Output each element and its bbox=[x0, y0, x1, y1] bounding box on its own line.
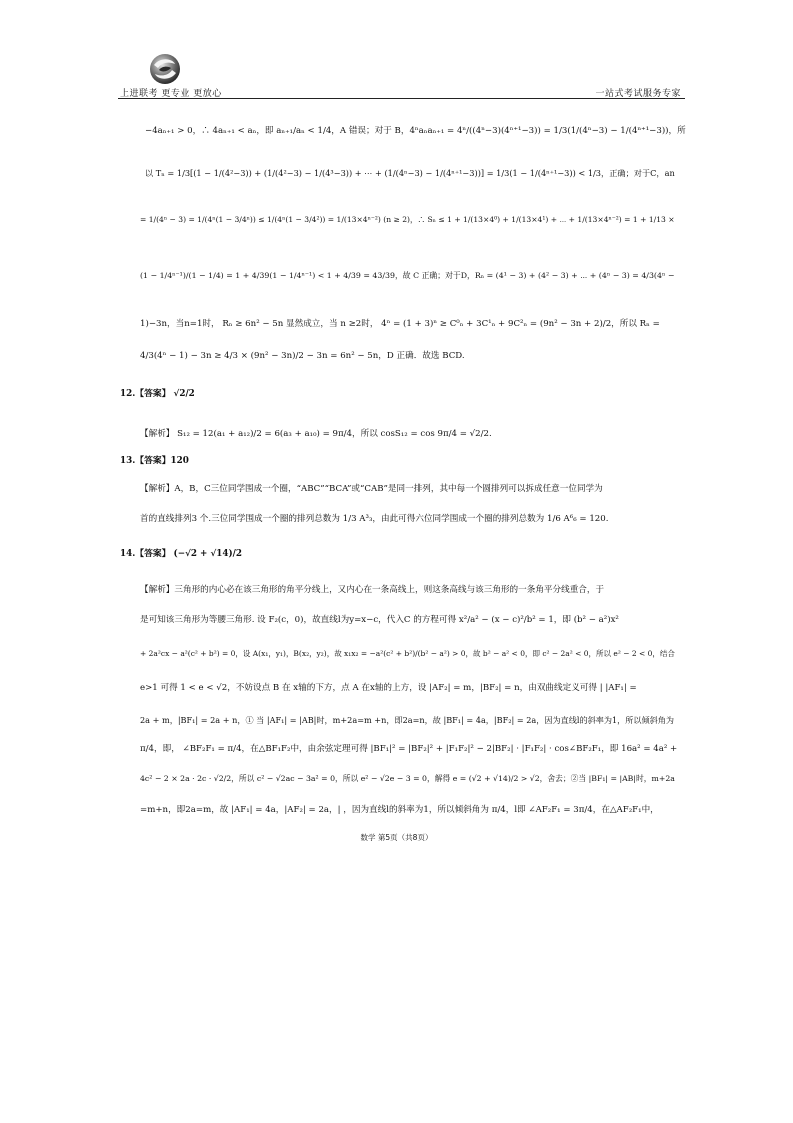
analysis-14-line: 是可知该三角形为等腰三角形. 设 F₂(c，0)，故直线l为y=x−c，代入C 的方程可得 x²/a² − (x − c)²/b² = 1，即 (b² − a²)x² bbox=[140, 615, 619, 625]
header-divider bbox=[118, 98, 685, 99]
analysis-14-line: e>1 可得 1 < e < √2，不妨设点 B 在 x轴的下方，点 A 在x轴的上方，设 |AF₂| = m，|BF₂| = n，由双曲线定义可得 | |AF₁| = bbox=[140, 683, 637, 693]
header-right-slogan: 一站式考试服务专家 bbox=[595, 89, 681, 99]
analysis-14-line: 4c² − 2 × 2a · 2c · √2/2，所以 c² − √2ac − 3a² = 0，所以 e² − √2e − 3 = 0，解得 e = (√2 + √14)/2 > √2，舍去；②当 |BF₁| = |AB|时，m+2a bbox=[140, 774, 675, 783]
answer-13: 13.【答案】120 bbox=[120, 456, 189, 466]
solution-line: 以 Tₙ = 1/3[(1 − 1/(4²−3)) + (1/(4²−3) − 1/(4³−3)) + ⋯ + (1/(4ⁿ−3) − 1/(4ⁿ⁺¹−3))] = 1/3(1 − 1/(4ⁿ⁺¹−3)) < 1/3，正确；对于C，an bbox=[145, 168, 675, 178]
answer-12: 12.【答案】 √2/2 bbox=[120, 389, 195, 399]
analysis-14-line: + 2a²cx − a²(c² + b²) = 0，设 A(x₁，y₁)，B(x₂，y₂)，故 x₁x₂ = −a²(c² + b²)/(b² − a²) > 0，故 b² − a² < 0，即 c² − 2a² < 0，所以 e² − 2 < 0，结合 bbox=[140, 649, 675, 658]
analysis-14-line: =m+n，即2a=m，故 |AF₁| = 4a，|AF₂| = 2a，| ，因为直线l的斜率为1，所以倾斜角为 π/4，l即 ∠AF₂F₁ = 3π/4，在△AF₂F₁中， bbox=[140, 805, 659, 815]
analysis-13-line: 首的直线排列3 个.三位同学围成一个圈的排列总数为 1/3 A³₃，由此可得六位同学围成一个圈的排列总数为 1/6 A⁶₆ = 120. bbox=[140, 514, 609, 524]
analysis-12: 【解析】 S₁₂ = 12(a₁ + a₁₂)/2 = 6(a₃ + a₁₀) = 9π/4，所以 cosS₁₂ = cos 9π/4 = √2/2. bbox=[140, 429, 492, 439]
analysis-13-line: 【解析】A，B，C三位同学围成一个圈，“ABC”“BCA”或“CAB”是同一排列，其中每一个圆排列可以拆成任意一位同学为 bbox=[140, 484, 603, 494]
swirl-logo-icon bbox=[148, 52, 182, 86]
solution-line: = 1/(4ⁿ − 3) = 1/(4ⁿ(1 − 3/4ⁿ)) ≤ 1/(4ⁿ(1 − 3/4²)) = 1/(13×4ⁿ⁻²) (n ≥ 2)，∴ Sₙ ≤ 1 + 1/(13×4⁰) + 1/(13×4¹) + ⋯ + 1/(13×4ⁿ⁻²) = 1 + 1/13 × bbox=[140, 215, 675, 224]
header-left-slogan: 上进联考 更专业 更放心 bbox=[120, 89, 222, 99]
analysis-14-line: 2a + m，|BF₁| = 2a + n，① 当 |AF₁| = |AB|时，m+2a=m +n，即2a=n，故 |BF₁| = 4a，|BF₂| = 2a，因为直线l的斜率为1，所以倾斜角为 bbox=[140, 715, 675, 725]
solution-line: 1)−3n，当n=1时， Rₙ ≥ 6n² − 5n 显然成立，当 n ≥2时， 4ⁿ = (1 + 3)ⁿ ≥ C⁰ₙ + 3C¹ₙ + 9C²ₙ = (9n² − 3n + 2)/2，所以 Rₙ = bbox=[140, 319, 660, 329]
solution-line: (1 − 1/4ⁿ⁻¹)/(1 − 1/4) = 1 + 4/39(1 − 1/4ⁿ⁻¹) < 1 + 4/39 = 43/39，故 C 正确；对于D，Rₙ = (4¹ − 3) + (4² − 3) + ⋯ + (4ⁿ − 3) = 4/3(4ⁿ − bbox=[140, 271, 675, 280]
solution-line: −4aₙ₊₁ > 0，∴ 4aₙ₊₁ < aₙ，即 aₙ₊₁/aₙ < 1/4，A 错误；对于 B，4ⁿaₙaₙ₊₁ = 4ⁿ/((4ⁿ−3)(4ⁿ⁺¹−3)) = 1/3(1/(4ⁿ−3) − 1/(4ⁿ⁺¹−3))，所 bbox=[145, 126, 686, 136]
analysis-14-line: π/4，即， ∠BF₂F₁ = π/4，在△BF₁F₂中，由余弦定理可得 |BF₁|² = |BF₂|² + |F₁F₂|² − 2|BF₂| · |F₁F₂| · cos∠BF₂F₁，即 16a² = 4a² + bbox=[140, 744, 678, 754]
page-footer: 数学 第5页（共8页） bbox=[360, 833, 433, 842]
analysis-14-line: 【解析】三角形的内心必在该三角形的角平分线上，又内心在一条高线上，则这条高线与该三角形的一条角平分线重合，于 bbox=[140, 585, 605, 595]
solution-line: 4/3(4ⁿ − 1) − 3n ≥ 4/3 × (9n² − 3n)/2 − 3n = 6n² − 5n，D 正确．故选 BCD. bbox=[140, 351, 465, 361]
answer-14: 14.【答案】 (−√2 + √14)/2 bbox=[120, 549, 243, 559]
